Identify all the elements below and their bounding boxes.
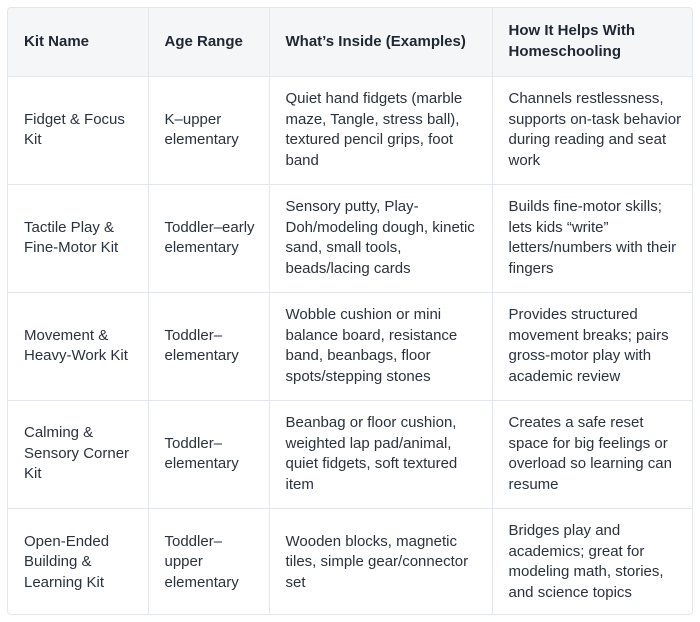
cell-contents: Sensory putty, Play-Doh/modeling dough, kinetic sand, small tools, beads/lacing cards <box>269 184 492 292</box>
cell-age-range: Toddler–upper elementary <box>148 508 269 615</box>
header-kit-name: Kit Name <box>8 8 148 76</box>
cell-age-range: Toddler–early elementary <box>148 184 269 292</box>
table-row <box>8 76 693 184</box>
cell-benefit: Creates a safe reset space for big feelings or overload so learning can resume <box>492 400 693 508</box>
sensory-kits-table <box>7 7 693 615</box>
cell-contents: Beanbag or floor cushion, weighted lap pad/animal, quiet fidgets, soft textured item <box>269 400 492 508</box>
cell-kit-name: Calming & Sensory Corner Kit <box>8 400 148 508</box>
cell-kit-name: Fidget & Focus Kit <box>24 110 125 148</box>
table-row <box>8 292 693 400</box>
kits-table <box>8 8 693 615</box>
table-header-row <box>8 8 693 76</box>
cell-benefit: Provides structured movement breaks; pairs gross-motor play with academic review <box>492 292 693 400</box>
header-age-range: Age Range <box>148 8 269 76</box>
cell-kit-name: Movement & Heavy-Work Kit <box>8 292 148 400</box>
table-row <box>8 508 693 615</box>
cell-age-range: K–upper elementary <box>148 76 269 184</box>
cell-benefit: Channels restlessness, supports on-task behavior during reading and seat work <box>492 76 693 184</box>
cell-kit-name: Tactile Play & Fine-Motor Kit <box>8 184 148 292</box>
cell-contents: Wooden blocks, magnetic tiles, simple gear/connector set <box>269 508 492 615</box>
cell-contents: Quiet hand fidgets (marble maze, Tangle, stress ball), textured pencil grips, foot band <box>269 76 492 184</box>
header-whats-inside: What’s Inside (Examples) <box>269 8 492 76</box>
header-how-it-helps: How It Helps With Homeschooling <box>492 8 693 76</box>
cell-contents: Wobble cushion or mini balance board, resistance band, beanbags, floor spots/stepping stones <box>269 292 492 400</box>
cell-kit-name: Open-Ended Building & Learning Kit <box>8 508 148 615</box>
cell-age-range: Toddler–elementary <box>148 400 269 508</box>
table-row <box>8 184 693 292</box>
cell-benefit: Bridges play and academics; great for modeling math, stories, and science topics <box>492 508 693 615</box>
table-row <box>8 400 693 508</box>
cell-age-range: Toddler–elementary <box>148 292 269 400</box>
cell-benefit: Builds fine-motor skills; lets kids “write” letters/numbers with their fingers <box>492 184 693 292</box>
